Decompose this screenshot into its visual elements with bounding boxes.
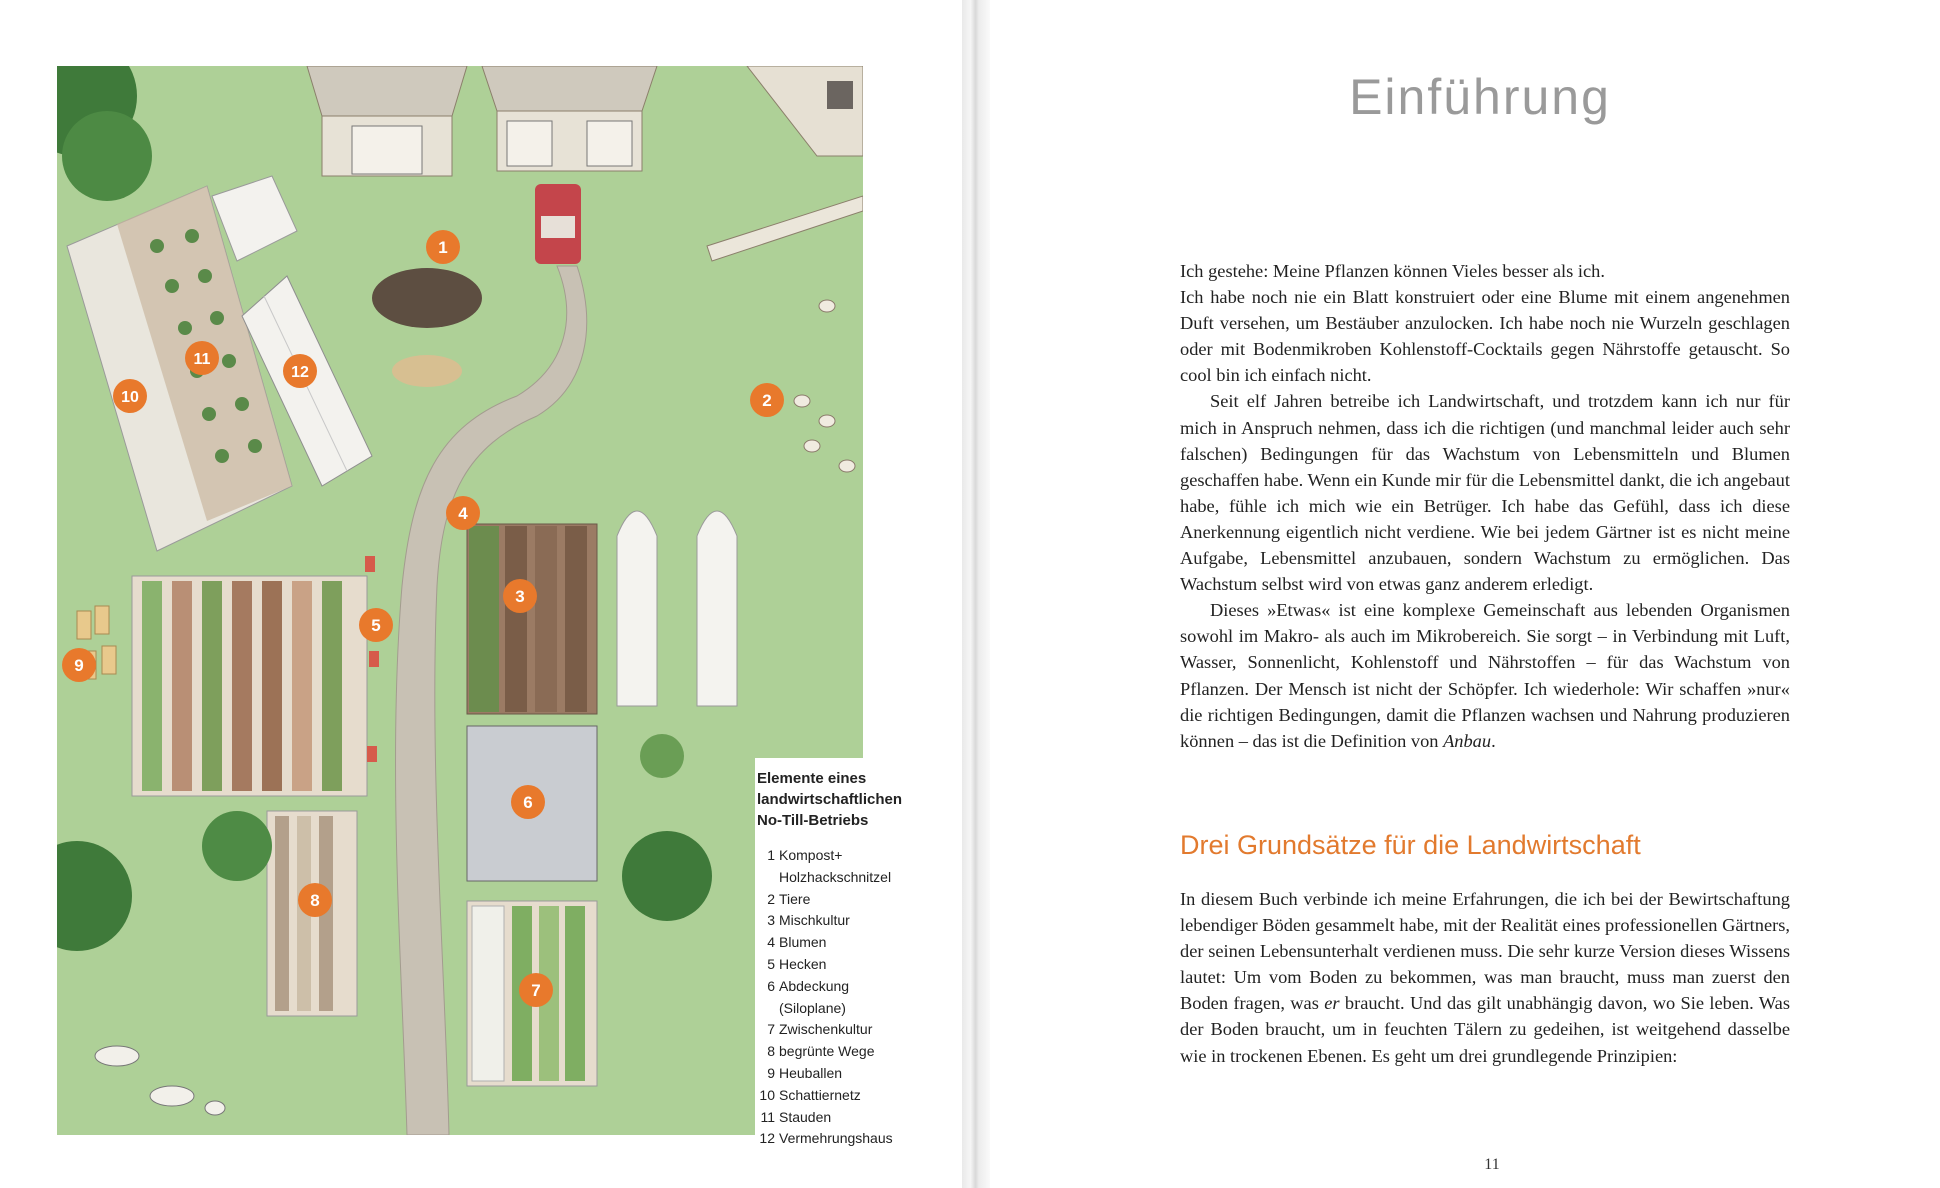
legend-label: Stauden: [779, 1108, 832, 1125]
legend-item: [757, 889, 967, 911]
marker-12: [283, 354, 317, 388]
legend-label: Heuballen: [779, 1064, 843, 1081]
farm-illustration: [57, 66, 863, 1135]
marker-4: [446, 496, 480, 530]
marker-2-label: 2: [762, 391, 772, 410]
intro-paragraph: Seit elf Jahren betreibe ich Landwirtschaft, und trotzdem kann ich nur für mich in Anspruch nehmen, dass ich die richtigen (und manchmal leider auch sehr falschen) Bedingungen für das Wachstum von Lebensmitteln und Blumen geschaffen habe. Wenn ein Kunde mir für die Lebensmittel dankt, die ich angebaut habe, fühle ich mich wie ein Betrüger. Ich habe das Gefühl, dass ich diese Anerkennung eigentlich nicht verdiene. Wie bei jedem Gärtner ist es nicht meine Aufgabe, Lebensmittel anzubauen, sondern Wachstum zu ermöglichen. Das Wachstum selbst wird von etwas ganz anderem erledigt.: [1180, 391, 1790, 595]
legend-label: Schattiernetz: [779, 1086, 861, 1103]
barn-right: [482, 66, 657, 171]
intro-paragraph: Ich habe noch nie ein Blatt konstruiert oder eine Blume mit einem angenehmen Duft versehen, um Bestäuber anzulocken. Ich habe noch nie Wurzeln geschlagen oder mit Bodenmikroben Kohlenstoff-Cocktails gegen Nährstoffe getauscht. So cool bin ich einfach nicht.: [1180, 287, 1790, 386]
marker-6-label: 6: [523, 793, 533, 812]
legend-item: [757, 1128, 967, 1150]
legend-label: begrünte Wege: [779, 1043, 875, 1060]
legend-item: [757, 954, 967, 976]
legend-item: [757, 932, 967, 954]
marker-8-label: 8: [310, 891, 320, 910]
legend-number: 8: [767, 1043, 775, 1060]
legend-number: 7: [767, 1021, 775, 1038]
legend-label: Hecken: [779, 955, 827, 972]
legend-title-line: Elemente eines: [757, 770, 867, 787]
marker-3: [503, 579, 537, 613]
intro-paragraph: [1180, 597, 1790, 754]
intro-text: [1180, 258, 1790, 754]
legend-number: 5: [767, 955, 775, 972]
legend-label: Mischkultur: [779, 912, 850, 929]
legend-item: [757, 1085, 967, 1107]
legend-number: 2: [767, 890, 775, 907]
legend-label: Blumen: [779, 934, 827, 951]
legend-number: 10: [759, 1086, 775, 1103]
red-truck: [535, 184, 581, 264]
legend-label: Abdeckung: [779, 977, 850, 994]
legend-label-continuation: (Siloplane): [779, 999, 846, 1016]
section-heading: Drei Grundsätze für die Landwirtschaft: [1180, 830, 1641, 860]
legend-title-line: landwirtschaftlichen: [757, 791, 903, 808]
mixed-crop-field-3: [467, 524, 597, 714]
chapter-title: Einführung: [1349, 69, 1611, 125]
legend-list: [757, 845, 967, 1150]
map-legend: [755, 758, 967, 1156]
section-text: [1180, 886, 1790, 1069]
legend-number: 3: [767, 912, 775, 929]
legend-label: Tiere: [779, 890, 811, 907]
marker-10-label: 10: [121, 389, 139, 406]
legend-number: 11: [760, 1108, 775, 1125]
marker-9: [62, 648, 96, 682]
marker-8: [298, 883, 332, 917]
legend-label: Zwischenkultur: [779, 1021, 873, 1038]
section-paragraph: [1180, 886, 1790, 1069]
marker-1-label: 1: [438, 238, 448, 257]
legend-number: 12: [759, 1130, 775, 1147]
marker-10: [113, 379, 147, 413]
intro-paragraph-text: Dieses »Etwas« ist eine komplexe Gemeinschaft aus lebenden Organismen sowohl im Makro- als auch im Mikrobereich. Sie sorgt – in Verbindung mit Luft, Wasser, Sonnenlicht, Kohlenstoff und Nährstoffen – für das Wachstum von Pflanzen. Der Mensch ist nicht der Schöpfer. Ich wiederhole: Wir schaffen »nur« die richtigen Bedingungen, damit die Pflanzen wachsen und Nahrung produzieren können – das ist die Definition von: [1180, 600, 1790, 751]
marker-5: [359, 608, 393, 642]
section-text-part: In diesem Buch verbinde ich meine Erfahrungen, die ich bei der Bewirtschaftung lebendiger Böden gesammelt habe, mit der Realität eines professionellen Gärtners, der seinen Lebensunterhalt verdienen muss. Die sehr kurze Version dieses Wissens lautet: Um vom Boden zu bekommen, was man braucht, muss man zuerst den Boden fragen, was: [1180, 889, 1790, 1014]
legend-label-continuation: Holzhackschnitzel: [779, 868, 892, 885]
barn-left: [307, 66, 467, 176]
marker-6: [511, 785, 545, 819]
intro-paragraph: Ich gestehe: Meine Pflanzen können Vieles besser als ich.: [1180, 261, 1605, 281]
legend-label: Kompost+: [779, 847, 843, 863]
legend-number: 9: [767, 1064, 775, 1081]
legend-number: 1: [767, 847, 775, 863]
marker-7: [519, 973, 553, 1007]
page-number: 11: [1484, 1156, 1500, 1173]
legend-number: 6: [767, 977, 775, 994]
legend-item: [757, 1063, 967, 1085]
legend-title: [757, 768, 967, 831]
marker-5-label: 5: [371, 616, 381, 635]
legend-number: 4: [767, 934, 775, 951]
legend-item: [757, 1107, 967, 1129]
legend-item: [757, 910, 967, 932]
book-gutter: [962, 0, 990, 1188]
italic-term-anbau: Anbau: [1443, 730, 1492, 751]
legend-item: [757, 976, 967, 1020]
marker-3-label: 3: [515, 587, 525, 606]
legend-item: [757, 845, 967, 889]
left-page: [0, 0, 965, 1188]
italic-word-er: er: [1324, 993, 1340, 1014]
marker-11: [185, 341, 219, 375]
marker-4-label: 4: [458, 504, 468, 523]
marker-2: [750, 383, 784, 417]
legend-item: [757, 1019, 967, 1041]
bed-field-left: [132, 576, 367, 796]
marker-1: [426, 230, 460, 264]
legend-item: [757, 1041, 967, 1063]
marker-12-label: 12: [291, 364, 309, 381]
legend-title-line: No-Till-Betriebs: [757, 812, 869, 829]
section-text-part: braucht. Und das gilt unabhängig davon, wo Sie leben. Was der Boden braucht, um in feuchten Tälern zu gedeihen, ist weitgehend dasselbe wie in trockenen Ebenen. Es geht um drei grundlegende Prinzipien:: [1180, 993, 1790, 1066]
marker-7-label: 7: [531, 981, 541, 1000]
legend-label: Vermehrungshaus: [779, 1130, 893, 1147]
intro-paragraph-end: .: [1491, 730, 1496, 751]
farm-map-drawing: [57, 66, 863, 1135]
marker-11-label: 11: [193, 351, 211, 368]
marker-9-label: 9: [74, 656, 84, 675]
